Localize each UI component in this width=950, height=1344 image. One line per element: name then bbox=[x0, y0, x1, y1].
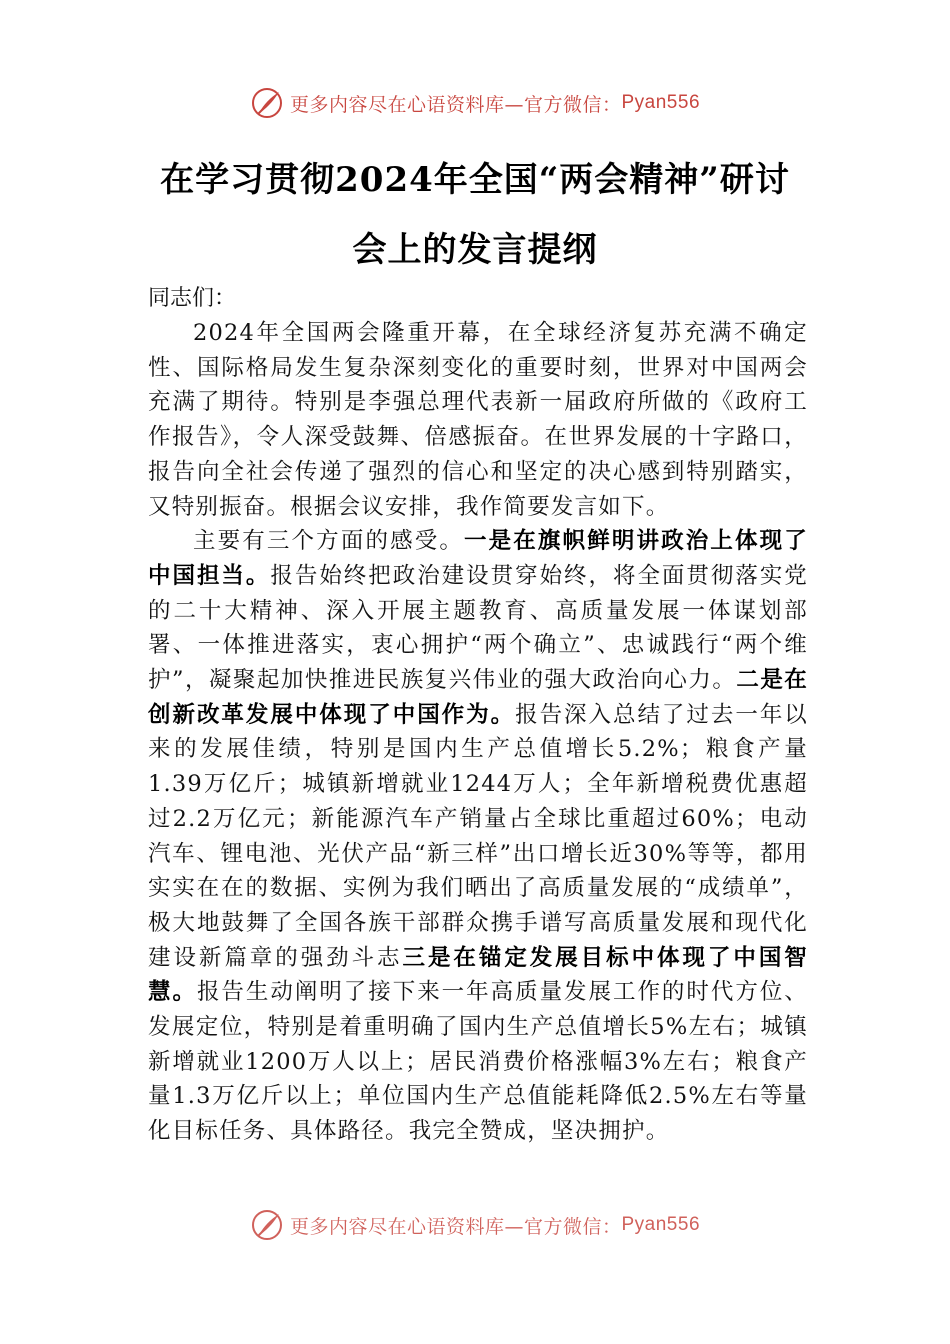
feather-pen-logo-icon bbox=[250, 86, 284, 120]
feather-pen-logo-icon bbox=[250, 1208, 284, 1242]
document-body bbox=[148, 316, 808, 1149]
point-1-text: 报告始终把政治建设贯穿始终，将全面贯彻落实党的二十大精神、深入开展主题教育、高质量发展一体谋划部署、一体推进落实，衷心拥护“两个确立”、忠诚践行“两个维护”，凝聚起加快推进民族复兴伟业的强大政治向心力。 bbox=[148, 562, 808, 694]
paragraph-2-intro: 主要有三个方面的感受。 bbox=[193, 528, 465, 555]
point-2-text: 报告深入总结了过去一年以来的发展佳绩，特别是国内生产总值增长5.2%；粮食产量1.39万亿斤；城镇新增就业1244万人；全年新增税费优惠超过2.2万亿元；新能源汽车产销量占全球比重超过60%；电动汽车、锂电池、光伏产品“新三样”出口增长近30%等等，都用实实在在的数据、实例为我们晒出了高质量发展的“成绩单”，极大地鼓舞了全国各族干部群众携手谱写高质量发展和现代化建设新篇章的强劲斗志 bbox=[148, 701, 808, 971]
document-title-line2: 会上的发言提纲 bbox=[352, 230, 598, 270]
watermark-text: 更多内容尽在心语资料库—官方微信： bbox=[289, 1215, 622, 1238]
paragraph-1: 2024年全国两会隆重开幕，在全球经济复苏充满不确定性、国际格局发生复杂深刻变化的重要时刻，世界对中国两会充满了期待。特别是李强总理代表新一届政府所做的《政府工作报告》，令人深受鼓舞、倍感振奋。在世界发展的十字路口，报告向全社会传递了强烈的信心和坚定的决心感到特别踏实，又特别振奋。根据会议安排，我作简要发言如下。 bbox=[148, 320, 808, 520]
watermark-text: 更多内容尽在心语资料库—官方微信： bbox=[289, 93, 622, 116]
point-1-heading: 一是在旗帜鲜明讲政治上体现了中国担当。 bbox=[148, 528, 808, 589]
point-2-heading: 二是在创新改革发展中体现了中国作为。 bbox=[148, 667, 808, 728]
document-title-line1: 在学习贯彻2024年全国“两会精神”研讨 bbox=[160, 160, 790, 200]
watermark-wechat-id: Pyan556 bbox=[621, 92, 701, 113]
watermark-header bbox=[0, 86, 950, 120]
watermark-wechat-id: Pyan556 bbox=[621, 1214, 701, 1235]
salutation: 同志们： bbox=[148, 286, 237, 311]
paragraph-2 bbox=[148, 524, 808, 1149]
point-3-heading: 三是在锚定发展目标中体现了中国智慧。 bbox=[148, 944, 808, 1006]
watermark-footer bbox=[0, 1208, 950, 1242]
point-3-text: 报告生动阐明了接下来一年高质量发展工作的时代方位、发展定位，特别是着重明确了国内生产总值增长5%左右；城镇新增就业1200万人以上；居民消费价格涨幅3%左右；粮食产量1.3万亿斤以上；单位国内生产总值能耗降低2.5%左右等量化目标任务、具体路径。我完全赞成，坚决拥护。 bbox=[148, 979, 808, 1145]
